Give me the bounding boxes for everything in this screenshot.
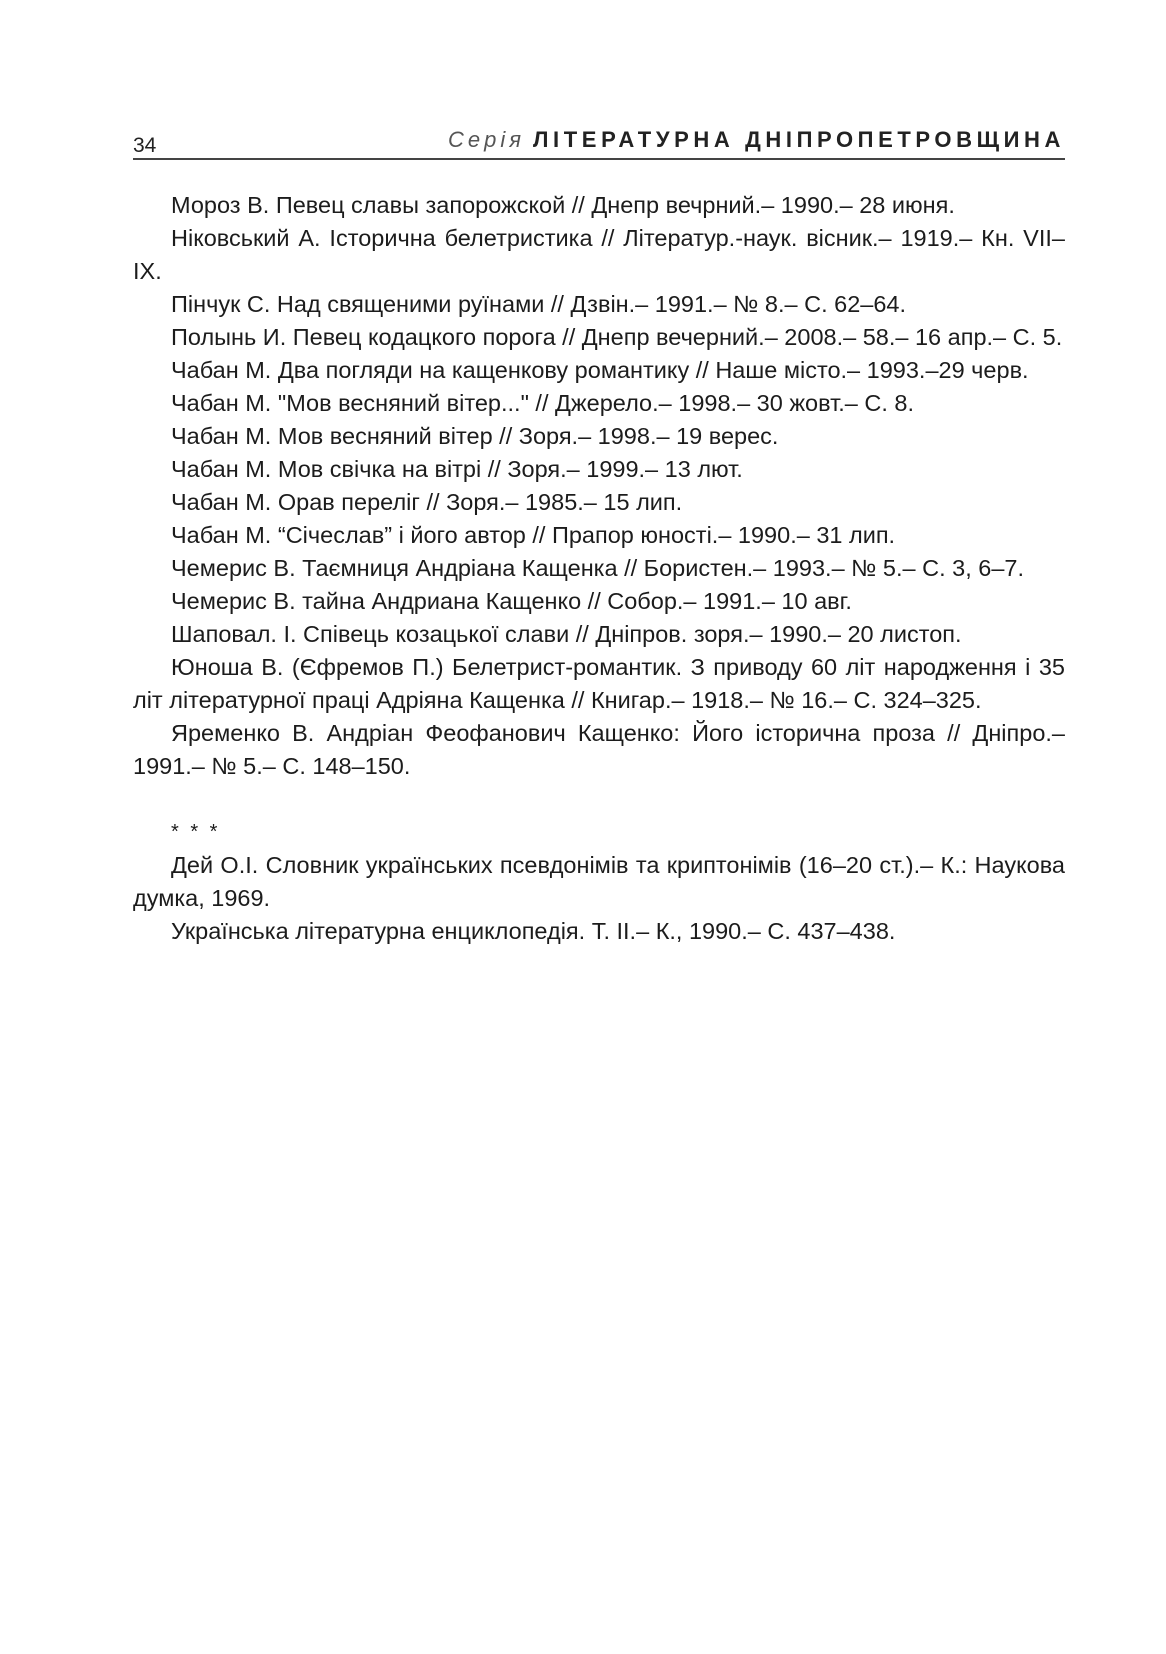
section-separator: * * * [171, 821, 221, 843]
page-number: 34 [133, 134, 157, 157]
bibliography-entry: Чемерис В. тайна Андриана Кащенко // Собор.– 1991.– 10 авг. [171, 588, 852, 614]
bibliography-entry: Ніковський А. Історична белетристика // Літератур.-наук. вісник.– 1919.– Кн. VII–IX. [133, 225, 1065, 284]
series-label: Серія [448, 127, 526, 152]
bibliography-entry: Чабан М. Два погляди на кащенкову романтику // Наше місто.– 1993.–29 черв. [171, 357, 1029, 383]
bibliography-entry: Юноша В. (Єфремов П.) Белетрист-романтик. З приводу 60 літ народження і 35 літ літературної праці Адріяна Кащенка // Книгар.– 1918.– № 16.– С. 324–325. [133, 654, 1065, 713]
running-header [133, 126, 1065, 157]
reference-entry: Українська літературна енциклопедія. Т. ІІ.– К., 1990.– С. 437–438. [171, 918, 896, 944]
header-divider [133, 158, 1065, 160]
bibliography-entry: Яременко В. Андріан Феофанович Кащенко: Його історична проза // Дніпро.– 1991.– № 5.– С. 148–150. [133, 720, 1065, 779]
series-title: ЛІТЕРАТУРНА ДНІПРОПЕТРОВЩИНА [533, 127, 1065, 152]
bibliography-entry: Чабан М. “Січеслав” і його автор // Прапор юності.– 1990.– 31 лип. [171, 522, 896, 548]
bibliography-entry: Чемерис В. Таємниця Андріана Кащенка // Бористен.– 1993.– № 5.– С. 3, 6–7. [171, 555, 1025, 581]
bibliography-entry: Чабан М. Мов свічка на вітрі // Зоря.– 1999.– 13 лют. [171, 456, 743, 482]
bibliography-entry: Полынь И. Певец кодацкого порога // Днепр вечерний.– 2008.– 58.– 16 апр.– С. 5. [171, 324, 1063, 350]
bibliography-entry: Мороз В. Певец славы запорожской // Днепр вечрний.– 1990.– 28 июня. [171, 192, 955, 218]
bibliography-entry: Чабан М. Орав переліг // Зоря.– 1985.– 15 лип. [171, 489, 683, 515]
bibliography-entry: Чабан М. Мов весняний вітер // Зоря.– 1998.– 19 верес. [171, 423, 779, 449]
series-heading [448, 128, 1065, 152]
reference-entry: Дей О.І. Словник українських псевдонімів та криптонімів (16–20 ст.).– К.: Наукова думка, 1969. [133, 852, 1065, 911]
bibliography-entry: Шаповал. І. Співець козацької слави // Дніпров. зоря.– 1990.– 20 листоп. [171, 621, 962, 647]
bibliography-entry: Пінчук С. Над священими руїнами // Дзвін.– 1991.– № 8.– С. 62–64. [171, 291, 907, 317]
bibliography-entry: Чабан М. "Мов весняний вітер..." // Джерело.– 1998.– 30 жовт.– С. 8. [171, 390, 915, 416]
page-body [133, 189, 1065, 948]
